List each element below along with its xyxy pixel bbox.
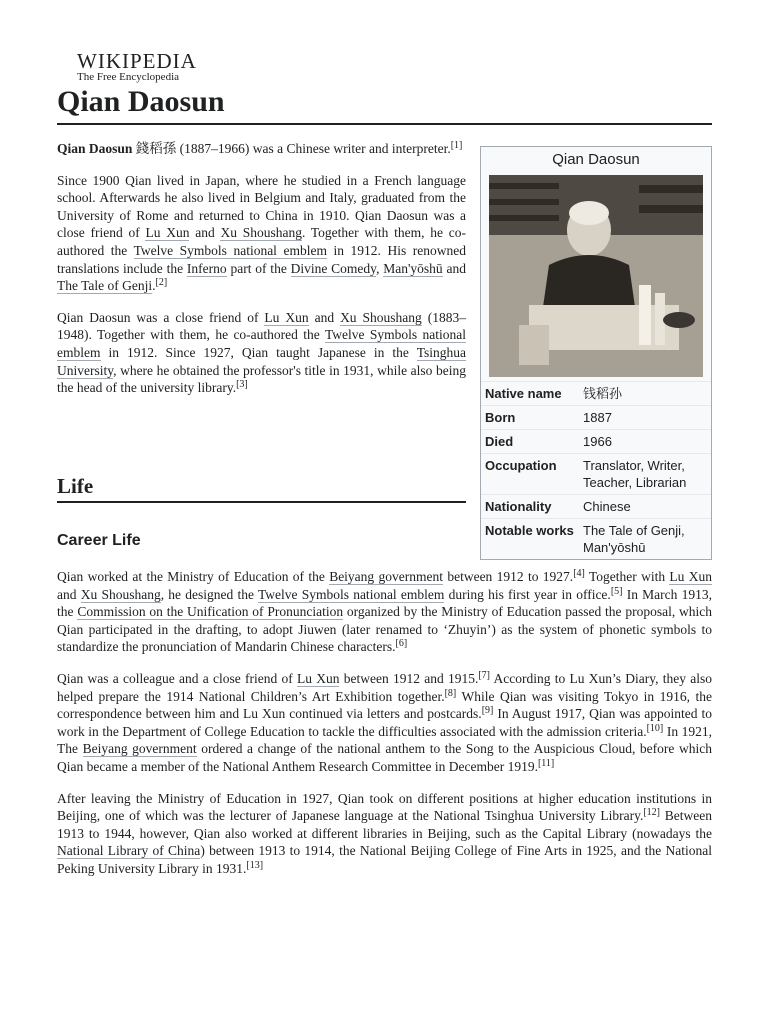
- wiki-link[interactable]: Twelve Symbols national emblem: [57, 327, 466, 360]
- text-run: and: [57, 586, 81, 602]
- wiki-link[interactable]: Man'yōshū: [383, 260, 443, 276]
- citation-link[interactable]: [2]: [155, 277, 168, 289]
- infobox-row: [481, 382, 711, 406]
- wiki-link[interactable]: Tsinghua University: [57, 344, 466, 378]
- citation-link[interactable]: [4]: [573, 568, 585, 579]
- infobox-value: The Tale of Genji, Man'yōshū: [579, 519, 711, 560]
- wikipedia-logo[interactable]: [77, 50, 197, 83]
- citation-link[interactable]: [5]: [610, 585, 623, 597]
- wiki-link[interactable]: Inferno: [186, 260, 227, 276]
- wiki-link[interactable]: Lu Xun: [669, 569, 712, 584]
- wiki-link[interactable]: Twelve Symbols national emblem: [133, 242, 327, 258]
- wiki-link[interactable]: Lu Xun: [145, 225, 190, 241]
- infobox-row: [481, 495, 711, 519]
- lead-section: [57, 140, 466, 411]
- wiki-link[interactable]: Xu Shoushang: [80, 586, 161, 602]
- infobox-value: 1966: [579, 430, 711, 454]
- text-run: While Qian was visiting Tokyo in 1916, the correspondence between him and Lu Xun continued via letters and postcards.: [57, 688, 712, 722]
- page-title: Qian Daosun: [57, 82, 712, 125]
- infobox-label: Occupation: [481, 454, 579, 495]
- text-run: between 1912 to 1927.: [443, 569, 574, 584]
- text-run: 錢稻孫 (1887–1966) was a Chinese writer and interpreter.: [132, 141, 451, 156]
- text-run: .: [152, 278, 156, 294]
- text-run: According to Lu Xun’s Diary, they also helped prepare the 1914 National Children’s Art Exhibition together.: [57, 670, 713, 704]
- citation-link[interactable]: [1]: [450, 140, 463, 151]
- text-run: In 1921, The: [57, 723, 713, 757]
- infobox-label: Notable works: [481, 519, 579, 560]
- infobox-row: [481, 454, 711, 495]
- wiki-link[interactable]: Twelve Symbols national emblem: [257, 586, 445, 602]
- wiki-link[interactable]: Lu Xun: [264, 309, 309, 325]
- infobox-value: Translator, Writer, Teacher, Librarian: [579, 454, 711, 495]
- subsection-heading-career-life: Career Life: [57, 532, 141, 549]
- text-run: during his first year in office.: [444, 586, 611, 602]
- logo-tagline: The Free Encyclopedia: [77, 71, 180, 83]
- text-run: and: [442, 260, 466, 276]
- text-run: In August 1917, Qian was appointed to work in the Department of College Education to tackle the difficulties associated with the admission criteria.: [57, 706, 712, 739]
- citation-link[interactable]: [9]: [481, 705, 494, 717]
- text-run: part of the: [226, 260, 291, 276]
- infobox-row: [481, 519, 711, 560]
- citation-link[interactable]: [7]: [478, 669, 491, 681]
- logo-wordmark: WIKIPEDIA: [77, 49, 197, 73]
- infobox-row: [481, 430, 711, 454]
- infobox: [480, 146, 712, 560]
- text-run: In March 1913, the: [57, 586, 712, 620]
- text-run: Since 1900 Qian lived in Japan, where he studied in a French language school. Afterwards he also lived in Belgium and Italy, graduated from the University of Rome and returned to China in 1910. Qian Daosun was a close friend of: [57, 172, 466, 241]
- wiki-link[interactable]: Beiyang government: [329, 569, 443, 584]
- infobox-table: [481, 381, 711, 559]
- text-run: ) between 1913 to 1914, the National Beijing College of Fine Arts in 1925, and the National Peking University Library in 1931.: [57, 843, 712, 876]
- citation-link[interactable]: [10]: [646, 722, 664, 734]
- infobox-title: Qian Daosun: [552, 151, 640, 168]
- citation-link[interactable]: [12]: [643, 807, 661, 819]
- text-run: ordered a change of the national anthem to the Song to the Auspicious Cloud, before which Qian became a member of the National Anthem Research Committee in December 1919.: [57, 741, 712, 774]
- wiki-link[interactable]: Lu Xun: [296, 670, 340, 686]
- text-run: organized by the Ministry of Education passed the proposal, which Qian participated in the drafting, to adopt Jiuwen (later renamed to ‘Zhuyin’) as the system of phonetic symbols to standardize the pronunciation of Mandarin Chinese characters.: [57, 604, 712, 655]
- section-heading-life: Life: [57, 472, 466, 503]
- infobox-row: [481, 406, 711, 430]
- career-paragraph-2: [57, 670, 712, 776]
- wiki-link[interactable]: Divine Comedy: [290, 260, 377, 276]
- lead-paragraph-2: [57, 172, 466, 295]
- text-run: After leaving the Ministry of Education in 1927, Qian took on different positions at higher education institutions in Beijing, one of which was the lecturer of Japanese language at the National Tsinghua University Library.: [57, 790, 712, 824]
- text-run: . Together with them, he co-authored the: [57, 225, 466, 258]
- citation-link[interactable]: [13]: [246, 859, 264, 871]
- wiki-link[interactable]: Xu Shoushang: [220, 225, 302, 241]
- text-run: in 1912. Since 1927, Qian taught Japanese in the: [100, 344, 417, 360]
- text-run: Qian worked at the Ministry of Education of the: [57, 569, 330, 584]
- text-run: Qian was a colleague and a close friend of: [57, 670, 297, 686]
- infobox-label: Born: [481, 406, 579, 430]
- lead-paragraph-1: [57, 140, 466, 158]
- text-run: , he designed the: [160, 586, 258, 602]
- text-run: Together with: [584, 569, 670, 584]
- infobox-value: 1887: [579, 406, 711, 430]
- portrait-photo-graphic: [489, 175, 703, 377]
- portrait-photo[interactable]: [489, 175, 703, 377]
- subject-name: Qian Daosun: [57, 141, 133, 156]
- text-run: in 1912. His renowned translations include the: [57, 242, 466, 276]
- text-run: Between 1913 to 1944, however, Qian also worked at different libraries in Beijing, such as the Capital Library (nowadays the: [57, 808, 712, 841]
- wiki-link[interactable]: National Library of China: [57, 843, 201, 859]
- infobox-value: 钱稻孙: [579, 382, 711, 406]
- wiki-link[interactable]: The Tale of Genji: [57, 278, 153, 294]
- wiki-link[interactable]: Xu Shoushang: [340, 309, 422, 325]
- infobox-value: Chinese: [579, 495, 711, 519]
- text-run: and: [189, 225, 221, 241]
- career-paragraph-3: [57, 790, 712, 878]
- citation-link[interactable]: [8]: [444, 687, 457, 699]
- citation-link[interactable]: [6]: [395, 638, 408, 650]
- citation-link[interactable]: [11]: [537, 757, 555, 769]
- text-run: , where he obtained the professor's title in 1931, while also being the head of the university library.: [57, 362, 466, 396]
- infobox-label: Died: [481, 430, 579, 454]
- career-section: [57, 568, 712, 892]
- text-run: ,: [376, 260, 384, 276]
- text-run: (1883–1948). Together with them, he co-authored the: [57, 309, 466, 343]
- infobox-label: Nationality: [481, 495, 579, 519]
- text-run: Qian Daosun was a close friend of: [57, 309, 265, 325]
- wiki-link[interactable]: Beiyang government: [82, 741, 197, 757]
- infobox-label: Native name: [481, 382, 579, 406]
- wiki-link[interactable]: Commission on the Unification of Pronunciation: [77, 604, 344, 620]
- career-paragraph-1: [57, 568, 712, 656]
- citation-link[interactable]: [3]: [236, 379, 248, 391]
- text-run: between 1912 and 1915.: [339, 670, 479, 686]
- lead-paragraph-3: [57, 309, 466, 397]
- text-run: and: [308, 309, 341, 325]
